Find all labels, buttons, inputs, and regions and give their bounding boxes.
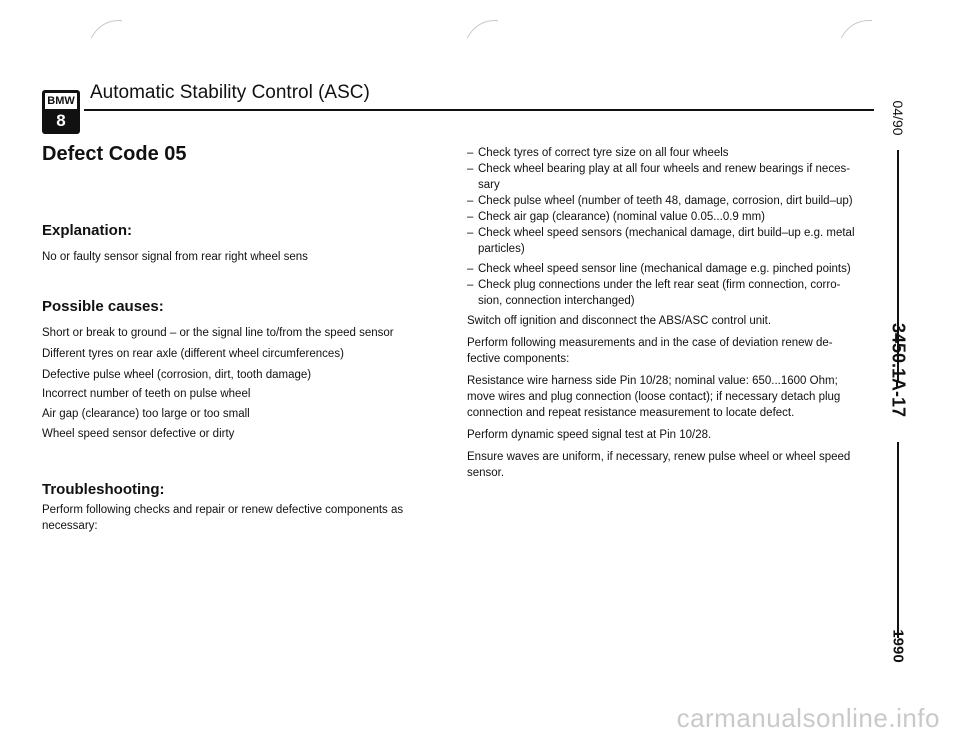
side-rule: [897, 442, 899, 638]
procedure-paragraph: Perform following measurements and in the case of deviation renew de- fective components:: [467, 337, 833, 365]
check-item: – Check pulse wheel (number of teeth 48, damage, corrosion, dirt build–up): [467, 193, 857, 209]
issue-year: 1990: [889, 629, 907, 663]
check-item: – Check air gap (clearance) (nominal value 0.05...0.9 mm): [467, 209, 857, 225]
check-item: – Check wheel bearing play at all four wheels and renew bearings if neces- sary: [467, 161, 857, 193]
cause-item: Wheel speed sensor defective or dirty: [42, 428, 235, 440]
possible-causes-heading: Possible causes:: [42, 298, 164, 315]
bmw-series-logo: [42, 90, 80, 134]
check-item: – Check wheel speed sensor line (mechanical damage e.g. pinched points): [467, 261, 857, 277]
cause-item: Defective pulse wheel (corrosion, dirt, tooth damage): [42, 369, 312, 381]
check-item: – Check wheel speed sensors (mechanical damage, dirt build–up e.g. metal particles): [467, 225, 857, 257]
check-list-primary: [467, 145, 857, 257]
procedure-paragraph: Switch off ignition and disconnect the ABS/ASC control unit.: [467, 315, 772, 327]
registration-mark: [838, 16, 872, 38]
logo-brand: BMW: [45, 93, 77, 109]
check-list-secondary: [467, 261, 857, 309]
checks-column: [467, 145, 857, 481]
logo-series: 8: [56, 111, 66, 130]
registration-mark: [464, 16, 498, 38]
issue-date: 04/90: [890, 100, 906, 136]
troubleshooting-text: Perform following checks and repair or renew defective components as necessary:: [42, 504, 404, 532]
procedure-paragraph: Ensure waves are uniform, if necessary, renew pulse wheel or wheel speed sensor.: [467, 451, 851, 479]
page-title: Automatic Stability Control (ASC): [90, 82, 370, 103]
procedure-paragraph: Resistance wire harness side Pin 10/28; nominal value: 650...1600 Ohm; move wires and plug connection (loose contact); if necessary detach plug connection and repeat resistance measurement to locate defect.: [467, 375, 841, 419]
cause-item: Short or break to ground – or the signal line to/from the speed sensor: [42, 327, 394, 339]
explanation-heading: Explanation:: [42, 222, 133, 239]
cause-item: Air gap (clearance) too large or too small: [42, 408, 250, 420]
watermark-text: carmanualsonline.info: [676, 703, 940, 733]
check-item: – Check plug connections under the left rear seat (firm connection, corro- sion, connection interchanged): [467, 277, 857, 309]
header-divider: [84, 109, 874, 111]
registration-mark: [88, 16, 122, 38]
check-item: – Check tyres of correct tyre size on all four wheels: [467, 145, 857, 161]
troubleshooting-heading: Troubleshooting:: [42, 481, 165, 498]
document-code: 3450.1A-17: [888, 322, 909, 418]
side-index-strip: [870, 80, 926, 680]
cause-item: Different tyres on rear axle (different wheel circumferences): [42, 348, 344, 360]
defect-code-title: Defect Code 05: [42, 143, 187, 165]
procedure-paragraph: Perform dynamic speed signal test at Pin 10/28.: [467, 429, 712, 441]
cause-item: Incorrect number of teeth on pulse wheel: [42, 388, 251, 400]
explanation-text: No or faulty sensor signal from rear right wheel sens: [42, 251, 308, 263]
